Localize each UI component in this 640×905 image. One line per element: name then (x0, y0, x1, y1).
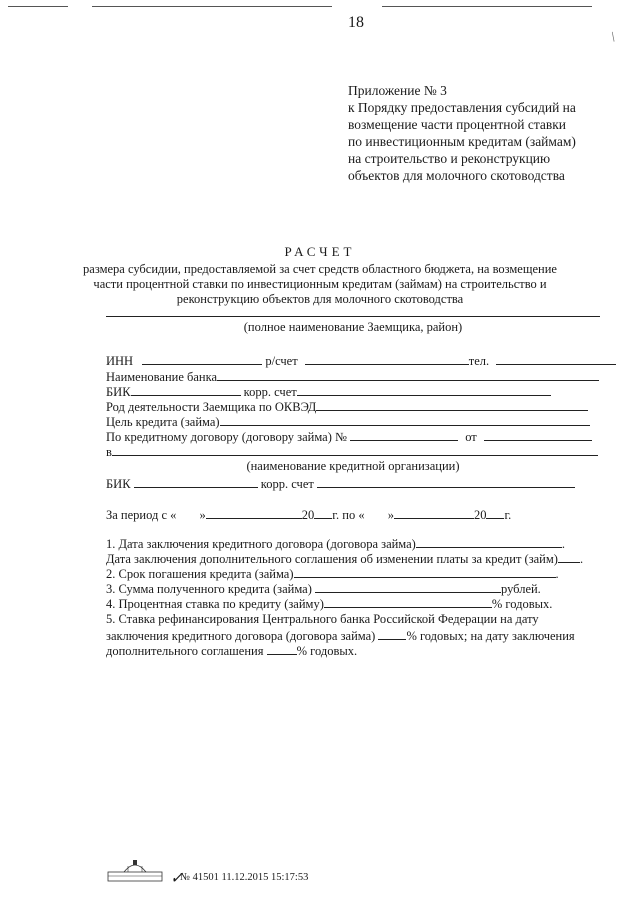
appendix-line: объектов для молочного скотоводства (348, 168, 565, 183)
item-1b-end: . (579, 552, 584, 566)
item-5-line-1: 5. Ставка рефинансирования Центрального банка Российской Федерации на дату (106, 612, 539, 626)
borrower-caption: (полное наименование Заемщика, район) (243, 320, 463, 334)
item-1b-field[interactable] (558, 550, 580, 563)
phone-field[interactable] (496, 352, 616, 365)
year-prefix: 20 (301, 508, 315, 522)
borrower-name-line[interactable] (106, 316, 600, 317)
appendix-line: возмещение части процентной ставки (348, 117, 567, 132)
item-1-label: 1. Дата заключения кредитного договора (договора займа) (106, 537, 416, 551)
corr-account-label: корр. счет (243, 385, 297, 399)
item-4-label: 4. Процентная ставка по кредиту (займу) (106, 597, 324, 611)
quote-mark: » (387, 508, 394, 522)
appendix-line: к Порядку предоставления субсидий на (348, 100, 576, 115)
inn-row (106, 352, 616, 369)
year-suffix: г. (504, 508, 512, 522)
okved-label: Род деятельности Заемщика по ОКВЭД (106, 400, 317, 414)
signature-icon: ✓ (170, 870, 184, 887)
account-field[interactable] (305, 352, 469, 365)
corr-account2-label: корр. счет (260, 477, 314, 491)
item-5-line-3 (106, 642, 357, 659)
credit-org-caption: (наименование кредитной организации) (246, 459, 460, 473)
item-2-end: . (555, 567, 559, 581)
item-3-end: рублей. (500, 582, 541, 596)
item-4-field[interactable] (324, 595, 492, 608)
period-to-label: г. по « (332, 508, 365, 522)
scan-mark: / (608, 30, 620, 46)
item-2-label: 2. Срок погашения кредита (займа) (106, 567, 294, 581)
item-1b-label: Дата заключения дополнительного соглашения об изменении платы за кредит (займ) (106, 552, 558, 566)
item-4 (106, 595, 552, 612)
subtitle-line: части процентной ставки по инвестиционным кредитам (займам) на строительство и (93, 277, 547, 291)
subtitle-line: размера субсидии, предоставляемой за счет средств областного бюджета, на возмещение (83, 262, 557, 276)
period-end-year-field[interactable] (486, 506, 504, 519)
bik2-field[interactable] (134, 475, 258, 488)
loan-purpose-field[interactable] (220, 413, 590, 426)
period-row (106, 506, 511, 523)
document-number: № 41501 11.12.2015 15:17:53 (180, 872, 309, 883)
credit-org-row (106, 443, 598, 460)
top-rule-left (8, 6, 68, 7)
document-subtitle (0, 262, 640, 307)
credit-org-field[interactable] (112, 443, 598, 456)
item-5-rate-field[interactable] (378, 627, 406, 640)
item-3-label: 3. Сумма полученного кредита (займа) (106, 582, 312, 596)
period-label: За период с « (106, 508, 177, 522)
loan-purpose-label: Цель кредита (займа) (106, 415, 220, 429)
in-label: в (106, 445, 112, 459)
page-number: 18 (348, 14, 364, 31)
bik-label: БИК (106, 385, 131, 399)
item-5-rate2-field[interactable] (267, 642, 297, 655)
item-4-end: % годовых. (491, 597, 553, 611)
year-prefix: 20 (473, 508, 487, 522)
item-1-end: . (561, 537, 565, 551)
corr-account-field[interactable] (297, 383, 551, 396)
period-end-day-field[interactable] (368, 507, 388, 519)
okved-field[interactable] (316, 398, 588, 411)
bik2-row (106, 475, 575, 492)
bik-field[interactable] (131, 383, 241, 396)
item-1-field[interactable] (416, 535, 562, 548)
item-5-label-b: % годовых; на дату заключения (406, 629, 575, 643)
item-2-field[interactable] (294, 565, 556, 578)
inn-field[interactable] (142, 352, 262, 365)
appendix-line: на строительство и реконструкцию (348, 151, 551, 166)
account-label: р/счет (265, 354, 298, 368)
appendix-line: по инвестиционным кредитам (займам) (348, 134, 576, 149)
from-label: от (465, 430, 477, 444)
document-title: РАСЧЕТ (284, 244, 356, 259)
loan-agreement-number-field[interactable] (350, 428, 458, 441)
loan-agreement-date-field[interactable] (484, 428, 592, 441)
loan-agreement-label: По кредитному договору (договору займа) № (106, 430, 347, 444)
top-rule-right (382, 6, 592, 7)
bik2-label: БИК (106, 477, 131, 491)
appendix-line: Приложение № 3 (348, 83, 447, 98)
period-start-day-field[interactable] (180, 507, 200, 519)
period-start-year-field[interactable] (314, 506, 332, 519)
item-5-label-d: % годовых. (296, 644, 358, 658)
item-3-field[interactable] (315, 580, 501, 593)
item-5-label-c: дополнительного соглашения (106, 644, 264, 658)
bank-name-field[interactable] (217, 368, 599, 381)
corr-account2-field[interactable] (317, 475, 575, 488)
item-5-label-a: заключения кредитного договора (договора займа) (106, 629, 376, 643)
bank-name-label: Наименование банка (106, 370, 218, 384)
period-start-month-field[interactable] (206, 506, 302, 519)
subtitle-line: реконструкцию объектов для молочного скотоводства (176, 292, 464, 306)
top-rule-center (92, 6, 332, 7)
appendix-header (348, 82, 576, 184)
phone-label: тел. (468, 354, 490, 368)
quote-mark: » (199, 508, 206, 522)
period-end-month-field[interactable] (394, 506, 474, 519)
registry-logo (106, 856, 164, 889)
inn-label: ИНН (106, 354, 134, 368)
